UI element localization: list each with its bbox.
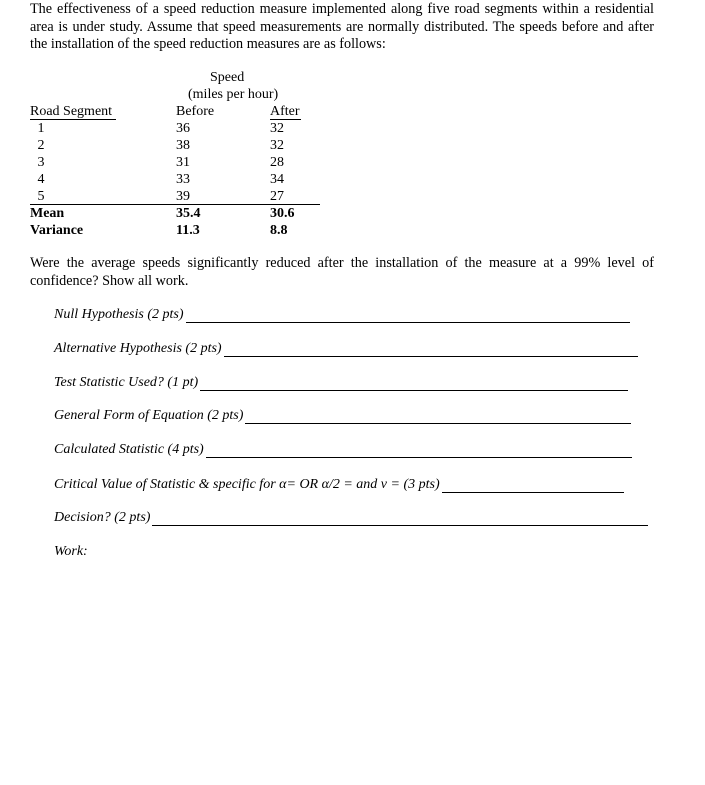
table-row-segment: 4 — [37, 172, 45, 187]
table-row-after: 34 — [270, 172, 284, 187]
table-row-segment: 2 — [37, 138, 45, 153]
variance-after: 8.8 — [270, 223, 288, 238]
test-statistic-answer-line[interactable] — [200, 376, 628, 391]
test-statistic-row — [54, 371, 628, 391]
mean-before: 35.4 — [176, 206, 201, 221]
table-row-before: 33 — [176, 172, 190, 187]
table-row-after: 32 — [270, 121, 284, 136]
general-form-answer-line[interactable] — [245, 409, 631, 424]
units-heading: (miles per hour) — [188, 87, 279, 102]
table-row-segment: 5 — [37, 189, 45, 204]
speed-table — [30, 69, 330, 244]
work-label: Work: — [54, 544, 88, 559]
table-row-before: 31 — [176, 155, 190, 170]
column-header-before: Before — [176, 104, 215, 119]
critical-value-answer-line[interactable] — [442, 478, 624, 493]
column-header-after: After — [270, 104, 300, 119]
question-text: Were the average speeds significantly reduced after the installation of the measure at a 99% level of confidence? Show all work. — [30, 255, 654, 289]
decision-row — [54, 506, 648, 526]
table-row-after: 27 — [270, 189, 284, 204]
table-row-before: 38 — [176, 138, 190, 153]
alternative-hypothesis-row — [54, 337, 638, 357]
null-hypothesis-label: Null Hypothesis (2 pts) — [54, 307, 184, 322]
calculated-statistic-label: Calculated Statistic (4 pts) — [54, 442, 204, 457]
general-form-label: General Form of Equation (2 pts) — [54, 408, 244, 423]
speed-heading: Speed — [210, 70, 245, 85]
table-row-before: 39 — [176, 189, 190, 204]
column-header-segment: Road Segment — [30, 104, 113, 119]
decision-label: Decision? (2 pts) — [54, 510, 151, 525]
problem-intro: The effectiveness of a speed reduction measure implemented along five road segments within a residential area is under study. Assume that speed measurements are normally distributed. The speeds before and after the installation of the speed reduction measures are as follows: — [30, 1, 654, 52]
null-hypothesis-answer-line[interactable] — [186, 308, 630, 323]
null-hypothesis-row — [54, 303, 630, 323]
table-row-segment: 3 — [37, 155, 45, 170]
table-row-after: 32 — [270, 138, 284, 153]
test-statistic-label: Test Statistic Used? (1 pt) — [54, 375, 199, 390]
table-row-before: 36 — [176, 121, 190, 136]
calculated-statistic-answer-line[interactable] — [206, 443, 632, 458]
work-row — [54, 540, 88, 560]
general-form-row — [54, 404, 631, 424]
mean-label: Mean — [30, 206, 65, 221]
calculated-statistic-row — [54, 438, 632, 458]
variance-label: Variance — [30, 223, 84, 238]
variance-before: 11.3 — [176, 223, 200, 238]
table-row-after: 28 — [270, 155, 284, 170]
critical-value-label: Critical Value of Statistic & specific for α= OR α/2 = and ν = (3 pts) — [54, 477, 440, 492]
mean-after: 30.6 — [270, 206, 295, 221]
critical-value-row — [54, 473, 624, 493]
alternative-hypothesis-label: Alternative Hypothesis (2 pts) — [54, 341, 222, 356]
alternative-hypothesis-answer-line[interactable] — [224, 342, 638, 357]
decision-answer-line[interactable] — [152, 511, 648, 526]
table-row-segment: 1 — [37, 121, 45, 136]
